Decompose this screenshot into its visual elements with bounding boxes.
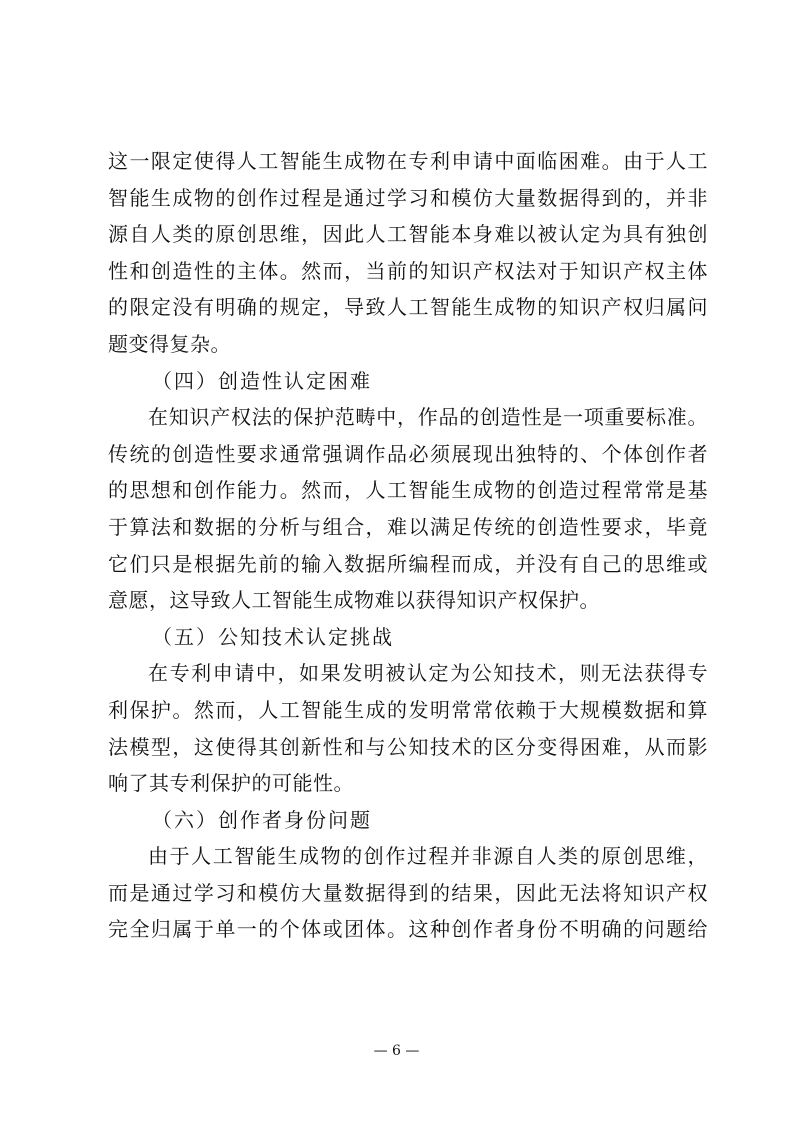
paragraph-line: 而是通过学习和模仿大量数据得到的结果，因此无法将知识产权 — [108, 880, 708, 905]
paragraph-line: 这一限定使得人工智能生成物在专利申请中面临困难。由于人工 — [108, 149, 708, 173]
paragraph-line: 由于人工智能生成物的创作过程并非源自人类的原创思维， — [148, 844, 708, 869]
paragraph-line: 的思想和创作能力。然而，人工智能生成物的创造过程常常是基 — [108, 478, 708, 503]
paragraph-line: 源自人类的原创思维，因此人工智能本身难以被认定为具有独创 — [108, 222, 708, 247]
paragraph-line: 题变得复杂。 — [108, 331, 231, 356]
paragraph-line: 响了其专利保护的可能性。 — [108, 771, 354, 796]
paragraph-line: 在专利申请中，如果发明被认定为公知技术，则无法获得专 — [148, 661, 708, 686]
paragraph-line: 完全归属于单一的个体或团体。这种创作者身份不明确的问题给 — [108, 917, 708, 942]
paragraph-line: 它们只是根据先前的输入数据所编程而成，并没有自己的思维或 — [108, 551, 708, 576]
paragraph-line: 法模型，这使得其创新性和与公知技术的区分变得困难，从而影 — [108, 734, 708, 759]
section-heading: （六）创作者身份问题 — [152, 807, 372, 832]
page-number: — 6 — — [373, 1043, 420, 1059]
paragraph-line: 性和创造性的主体。然而，当前的知识产权法对于知识产权主体 — [108, 258, 708, 283]
paragraph-line: 智能生成物的创作过程是通过学习和模仿大量数据得到的，并非 — [108, 185, 708, 210]
paragraph-line: 意愿，这导致人工智能生成物难以获得知识产权保护。 — [108, 588, 600, 613]
body-text — [108, 143, 708, 948]
section-heading: （四）创造性认定困难 — [152, 368, 372, 393]
paragraph-line: 于算法和数据的分析与组合，难以满足传统的创造性要求，毕竟 — [108, 514, 708, 539]
paragraph-line: 的限定没有明确的规定，导致人工智能生成物的知识产权归属问 — [108, 295, 708, 320]
paragraph-line: 传统的创造性要求通常强调作品必须展现出独特的、个体创作者 — [108, 441, 708, 466]
section-heading: （五）公知技术认定挑战 — [152, 624, 394, 649]
paragraph-line: 在知识产权法的保护范畴中，作品的创造性是一项重要标准。 — [148, 405, 708, 430]
paragraph-line: 利保护。然而，人工智能生成的发明常常依赖于大规模数据和算 — [108, 697, 708, 722]
